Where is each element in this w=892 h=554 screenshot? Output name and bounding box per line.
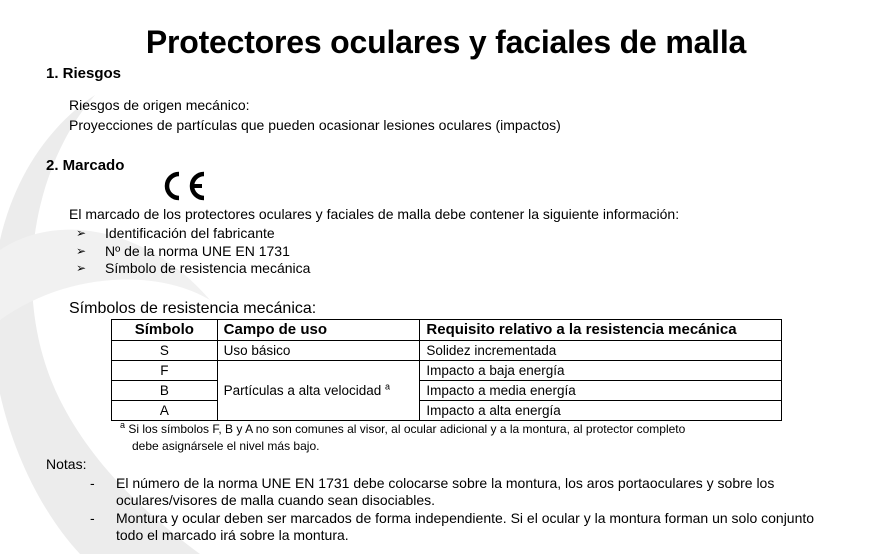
- table-row: [112, 341, 782, 361]
- table-row: [112, 401, 782, 421]
- list-item: - Montura y ocular deben ser marcados de forma independiente. Si el ocular y la montura forman un solo conjunto todo el marcado irá sobre la montura.: [90, 510, 815, 543]
- page-title: Protectores oculares y faciales de malla: [145, 24, 747, 60]
- table-footnote: $^a$ Si los símbolos F, B y A no son comunes al visor, al ocular adicional y a la montura, al protector completo debe asignársele el nivel más bajo.: [120, 420, 686, 453]
- arrow-bullet-icon: ➢: [76, 226, 87, 240]
- header-symbol: Símbolo: [112, 320, 218, 341]
- resistance-table: [111, 319, 782, 421]
- dash-bullet: -: [90, 475, 95, 491]
- cell-field: Uso básico: [217, 341, 420, 361]
- ce-mark-icon: [160, 170, 208, 202]
- list-item: ➢ Identificación del fabricante: [76, 225, 275, 241]
- header-field: Campo de uso: [217, 320, 420, 341]
- header-requirement: Requisito relativo a la resistencia mecánica: [420, 320, 782, 341]
- arrow-bullet-icon: ➢: [76, 243, 87, 258]
- list-item: ➢ Símbolo de resistencia mecánica: [76, 260, 311, 276]
- table-row: [112, 381, 782, 401]
- cell-symbol: A: [112, 401, 218, 421]
- arrow-bullet-icon: ➢: [76, 261, 87, 275]
- cell-requirement: Impacto a alta energía: [420, 401, 782, 421]
- footnote-mark: a: [120, 420, 126, 430]
- cell-requirement: Impacto a baja energía: [420, 361, 782, 381]
- symbols-title: Símbolos de resistencia mecánica:: [69, 300, 317, 317]
- footnote-ref: a: [385, 381, 391, 391]
- risk-line-1: Riesgos de origen mecánico:: [69, 97, 250, 113]
- marking-list: [76, 225, 310, 278]
- list-item: - El número de la norma UNE EN 1731 debe colocarse sobre la montura, los aros portaoculares y sobre los oculares/visores de malla cuando sean disociables.: [90, 475, 775, 508]
- cell-field-merged: Partículas a alta velocidad $^a$: [217, 361, 420, 421]
- section-heading-marcado: 2. Marcado: [46, 157, 125, 174]
- marking-intro: El marcado de los protectores oculares y faciales de malla debe contener la siguiente información:: [69, 206, 680, 222]
- dash-bullet: -: [90, 510, 95, 526]
- cell-symbol: S: [112, 341, 218, 361]
- notes-list: [90, 475, 830, 545]
- cell-requirement: Solidez incrementada: [420, 341, 782, 361]
- risk-line-2: Proyecciones de partículas que pueden ocasionar lesiones oculares (impactos): [69, 117, 561, 133]
- list-item: ➢ Nº de la norma UNE EN 1731: [76, 242, 290, 259]
- cell-symbol: B: [112, 381, 218, 401]
- notes-label: Notas:: [46, 456, 87, 472]
- cell-requirement: Impacto a media energía: [420, 381, 782, 401]
- section-heading-riesgos: 1. Riesgos: [46, 65, 122, 82]
- table-row: [112, 361, 782, 381]
- cell-symbol: F: [112, 361, 218, 381]
- table-header-row: [112, 320, 782, 341]
